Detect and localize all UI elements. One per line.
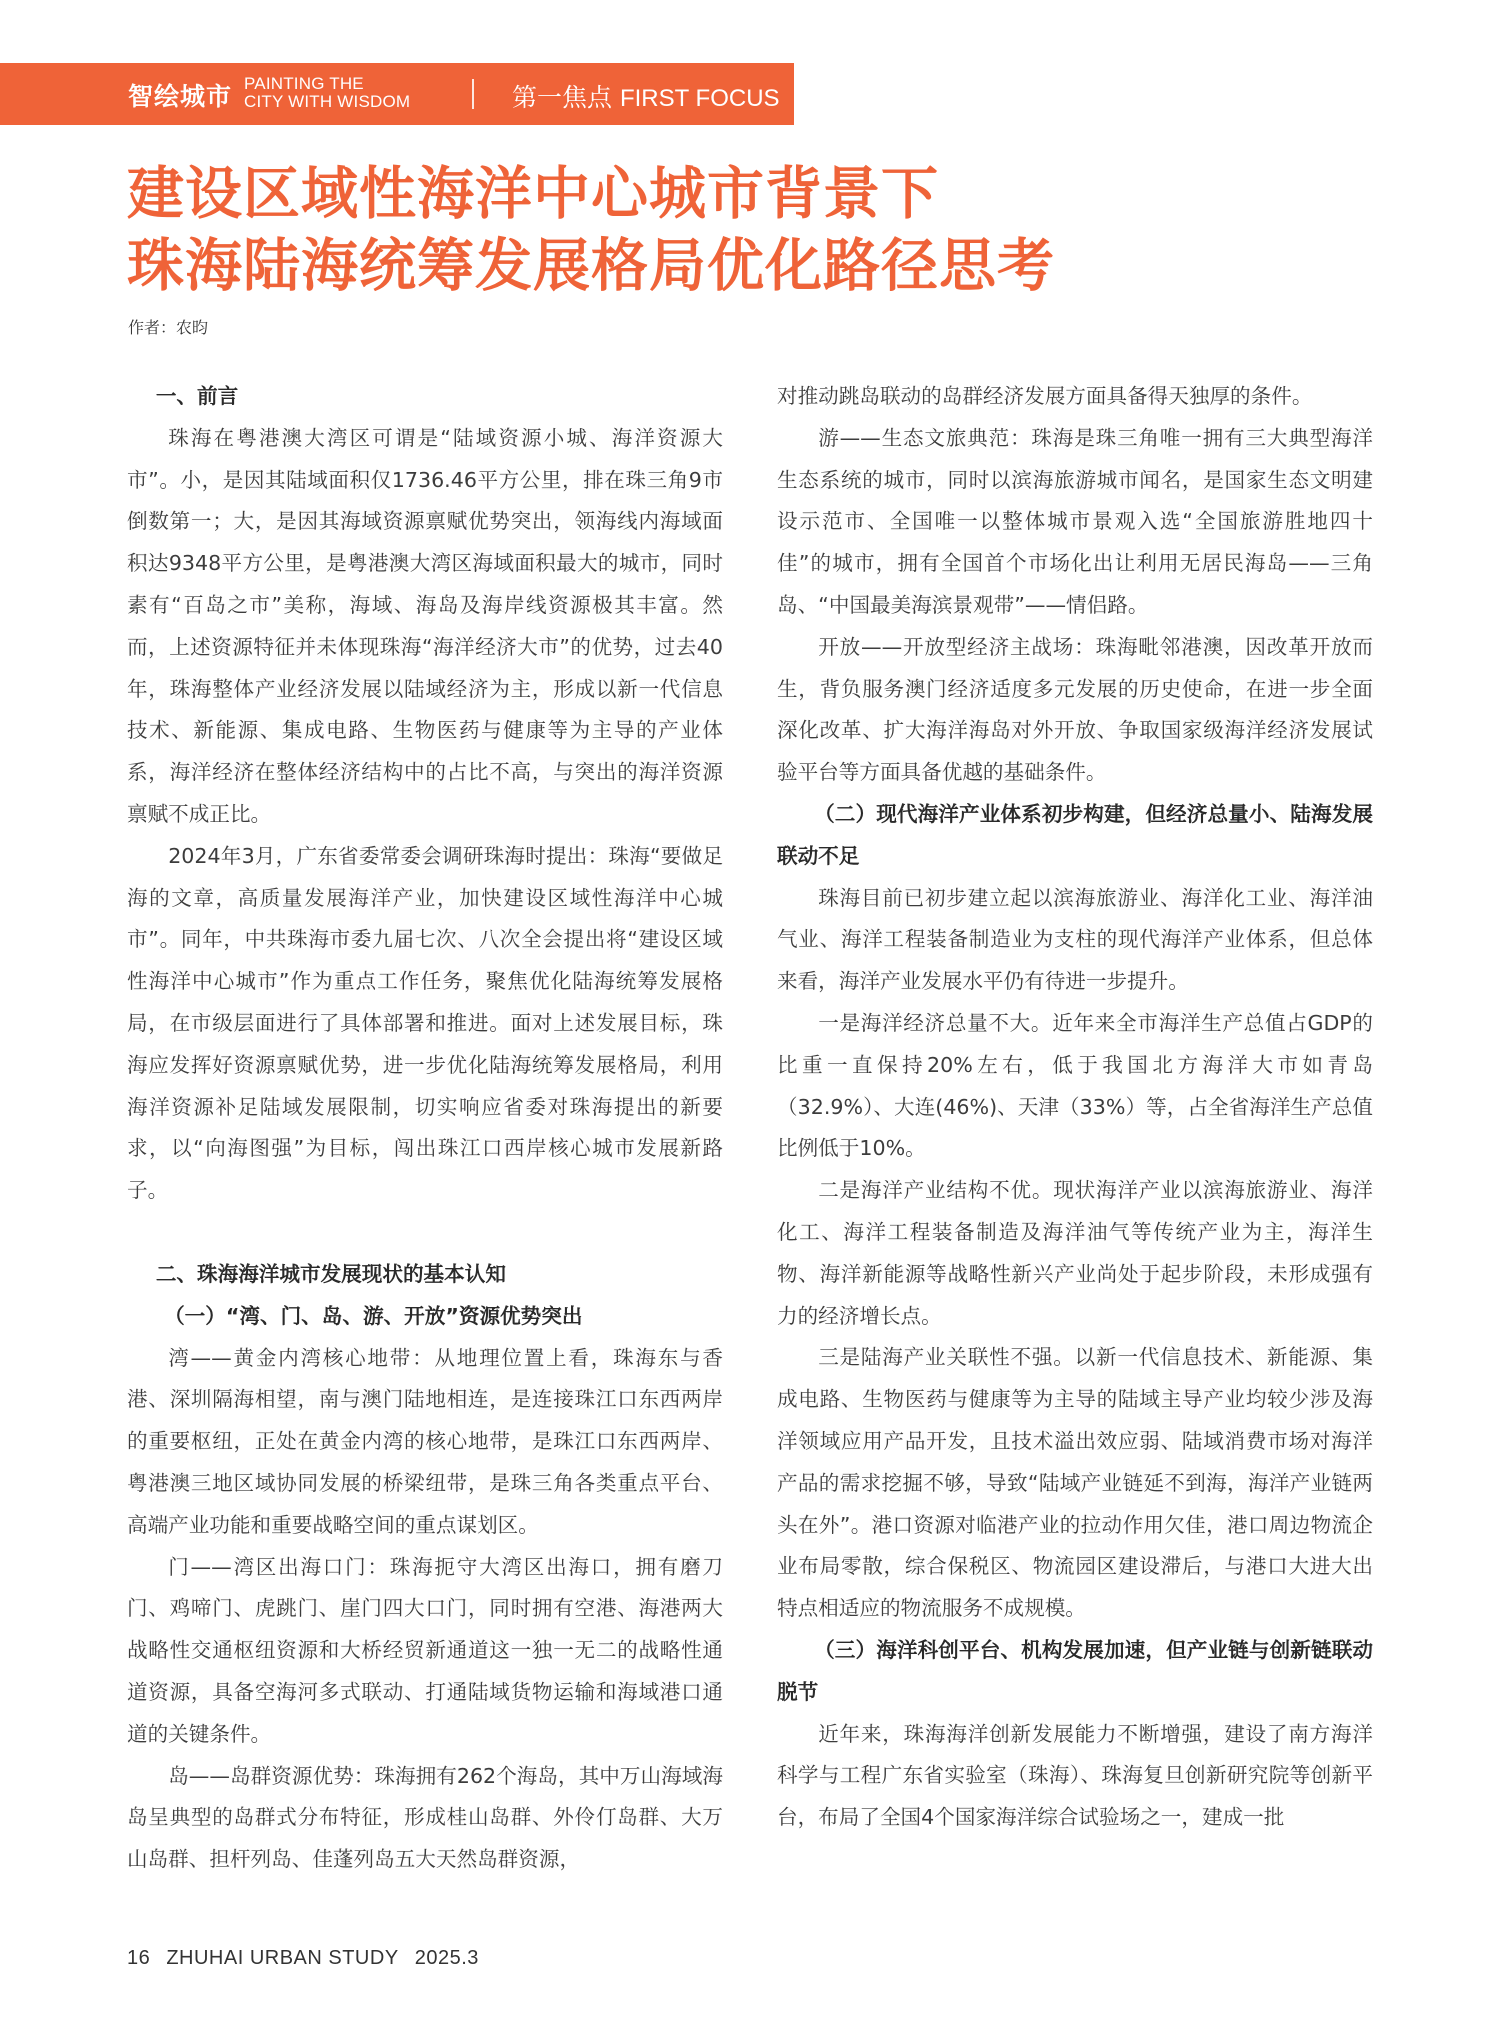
paragraph: 开放——开放型经济主战场：珠海毗邻港澳，因改革开放而生，背负服务澳门经济适度多元发展的历史使命，在进一步全面深化改革、扩大海洋海岛对外开放、争取国家级海洋经济发展试验平台等方面具备优越的基础条件。: [777, 634, 1373, 785]
paragraph: 二是海洋产业结构不优。现状海洋产业以滨海旅游业、海洋化工、海洋工程装备制造及海洋油气等传统产业为主，海洋生物、海洋新能源等战略性新兴产业尚处于起步阶段，未形成强有力的经济增长点。: [777, 1178, 1373, 1328]
paragraph: 珠海在粤港澳大湾区可谓是“陆域资源小城、海洋资源大市”。小，是因其陆域面积仅1736.46平方公里，排在珠三角9市倒数第一；大，是因其海域资源禀赋优势突出，领海线内海域面积达9348平方公里，是粤港澳大湾区海域面积最大的城市，同时素有“百岛之市”美称，海域、海岛及海岸线资源极其丰富。然而，上述资源特征并未体现珠海“海洋经济大市”的优势，过去40年，珠海整体产业经济发展以陆域经济为主，形成以新一代信息技术、新能源、集成电路、生物医药与健康等为主导的产业体系，海洋经济在整体经济结构中的占比不高，与突出的海洋资源禀赋不成正比。: [127, 425, 723, 826]
paragraph: 2024年3月，广东省委常委会调研珠海时提出：珠海“要做足海的文章，高质量发展海洋产业，加快建设区域性海洋中心城市”。同年，中共珠海市委九届七次、八次全会提出将“建设区域性海洋中心城市”作为重点工作任务，聚焦优化陆海统筹发展格局，在市级层面进行了具体部署和推进。面对上述发展目标，珠海应发挥好资源禀赋优势，进一步优化陆海统筹发展格局，利用海洋资源补足陆域发展限制，切实响应省委对珠海提出的新要求，以“向海图强”为目标，闯出珠江口西岸核心城市发展新路子。: [127, 843, 723, 1203]
paragraph: 近年来，珠海海洋创新发展能力不断增强，建设了南方海洋科学与工程广东省实验室（珠海）、珠海复旦创新研究院等创新平台，布局了全国4个国家海洋综合试验场之一，建成一批: [777, 1721, 1373, 1830]
article-title-line2: 珠海陆海统筹发展格局优化路径思考: [127, 233, 1055, 299]
section-name-en-line2: CITY WITH WISDOM: [244, 92, 411, 111]
section-name-zh: 智绘城市: [128, 82, 233, 111]
paragraph: 湾——黄金内湾核心地带：从地理位置上看，珠海东与香港、深圳隔海相望，南与澳门陆地相连，是连接珠江口东西两岸的重要枢纽，正处在黄金内湾的核心地带，是珠江口东西两岸、粤港澳三地区域协同发展的桥梁纽带，是珠三角各类重点平台、高端产业功能和重要战略空间的重点谋划区。: [127, 1345, 723, 1537]
journal-name: ZHUHAI URBAN STUDY: [166, 1947, 399, 1969]
subsection-heading-innovation: （三）海洋科创平台、机构发展加速，但产业链与创新链联动脱节: [777, 1637, 1373, 1704]
focus-label: [512, 78, 780, 114]
paragraph: 一是海洋经济总量不大。近年来全市海洋生产总值占GDP的比重一直保持20%左右，低于我国北方海洋大市如青岛（32.9%）、大连(46%)、天津（33%）等，占全省海洋生产总值比例低于10%。: [777, 1010, 1373, 1161]
paragraph: 三是陆海产业关联性不强。以新一代信息技术、新能源、集成电路、生物医药与健康等为主导的陆域主导产业均较少涉及海洋领域应用产品开发，且技术溢出效应弱、陆域消费市场对海洋产品的需求挖掘不够，导致“陆域产业链延不到海，海洋产业链两头在外”。港口资源对临港产业的拉动作用欠佳，港口周边物流企业布局零散，综合保税区、物流园区建设滞后，与港口大进大出特点相适应的物流服务不成规模。: [777, 1345, 1373, 1621]
focus-label-en: FIRST FOCUS: [619, 85, 780, 112]
issue-number: 2025.3: [414, 1947, 479, 1969]
section-banner: [0, 63, 794, 125]
article-title: [127, 158, 1055, 302]
subsection-heading-industry: （二）现代海洋产业体系初步构建，但经济总量小、陆海发展联动不足: [777, 801, 1373, 868]
left-column: [127, 376, 723, 1881]
page-footer: [127, 1947, 489, 1970]
banner-divider: [472, 79, 474, 109]
article-author: 作者：农昀: [128, 318, 209, 337]
section-heading-status: 二、珠海海洋城市发展现状的基本认知: [155, 1261, 506, 1286]
section-name-en: [244, 75, 410, 111]
focus-label-zh: 第一焦点: [512, 83, 613, 112]
paragraph: 游——生态文旅典范：珠海是珠三角唯一拥有三大典型海洋生态系统的城市，同时以滨海旅游城市闻名，是国家生态文明建设示范市、全国唯一以整体城市景观入选“全国旅游胜地四十佳”的城市，拥有全国首个市场化出让利用无居民海岛——三角岛、“中国最美海滨景观带”——情侣路。: [777, 425, 1373, 617]
paragraph: 门——湾区出海口门：珠海扼守大湾区出海口，拥有磨刀门、鸡啼门、虎跳门、崖门四大口门，同时拥有空港、海港两大战略性交通枢纽资源和大桥经贸新通道这一独一无二的战略性通道资源，具备空海河多式联动、打通陆域货物运输和海域港口通道的关键条件。: [127, 1554, 723, 1746]
paragraph-continued: 对推动跳岛联动的岛群经济发展方面具备得天独厚的条件。: [777, 384, 1313, 408]
subsection-heading-advantages: （一）“湾、门、岛、游、开放”资源优势突出: [164, 1303, 583, 1328]
spacer: [127, 1212, 723, 1254]
article-title-line1: 建设区域性海洋中心城市背景下: [127, 161, 939, 227]
section-heading-preface: 一、前言: [155, 384, 239, 408]
section-name-en-line1: PAINTING THE: [244, 74, 364, 93]
right-column: [777, 376, 1373, 1839]
paragraph: 珠海目前已初步建立起以滨海旅游业、海洋化工业、海洋油气业、海洋工程装备制造业为支柱的现代海洋产业体系，但总体来看，海洋产业发展水平仍有待进一步提升。: [777, 885, 1373, 994]
paragraph: 岛——岛群资源优势：珠海拥有262个海岛，其中万山海域海岛呈典型的岛群式分布特征，形成桂山岛群、外伶仃岛群、大万山岛群、担杆列岛、佳蓬列岛五大天然岛群资源，: [127, 1763, 723, 1872]
page-number: 16: [127, 1947, 151, 1969]
